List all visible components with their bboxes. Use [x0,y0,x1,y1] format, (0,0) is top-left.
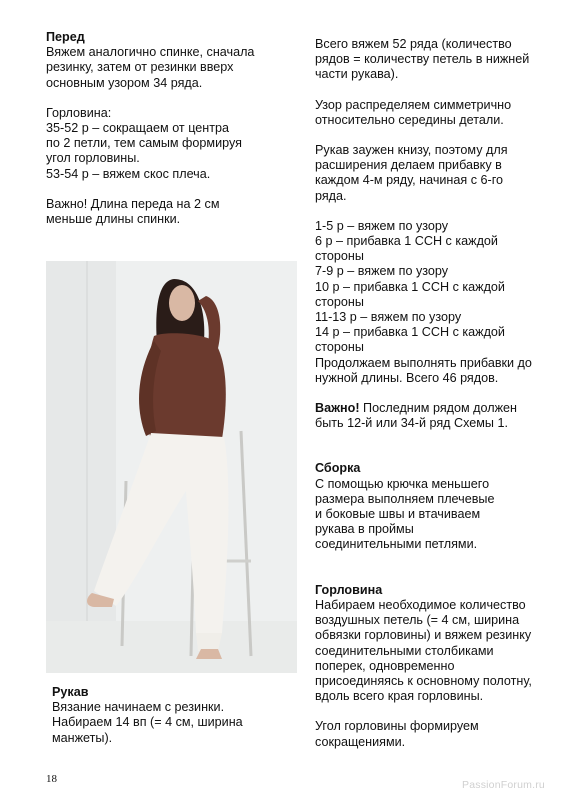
neck-text: 35-52 р – сокращаем от центра по 2 петли, тем самым формируя угол горловины. 53-54 р – вяжем скос плеча. [46,121,242,181]
last-row-text: Последним рядом должен быть 12-й или 34-й ряд Схемы 1. [315,401,517,431]
left-column-bottom [52,685,302,746]
front-text: Вяжем аналогично спинке, сначала резинку, затем от резинки вверх основным узором 34 ряда. [46,45,255,90]
last-row-bold: Важно! [315,401,360,416]
collar-text: Набираем необходимое количество воздушных петель (= 4 см, ширина обвязки горловины) и вяжем резинку соединительными столбиками поперек, одновременно присоединяясь к основному полотну, вдоль всего края горловины. [315,597,532,704]
pattern-text: Узор распределяем симметрично относительно середины детали. [315,97,512,127]
neck-label: Горловина: [46,105,112,120]
important-text: Важно! Длина переда на 2 см меньше длины спинки. [46,196,220,227]
left-column-top [46,30,296,227]
model-photo [46,261,297,673]
collar-heading: Горловина [315,582,383,597]
taper-text: Рукав заужен книзу, поэтому для расширения делаем прибавку в каждом 4-м ряду, начиная с 6-го ряда. [315,143,508,203]
sleeve-text: Вязание начинаем с резинки. Набираем 14 вп (= 4 см, ширина манжеты). [52,700,243,745]
front-heading: Перед [46,30,85,44]
model-photo-illustration [46,261,297,673]
sleeve-heading: Рукав [52,685,89,699]
assembly-heading: Сборка [315,461,361,476]
last-row-note [315,401,555,431]
steps-text: 1-5 р – вяжем по узору 6 р – прибавка 1 ССН с каждой стороны 7-9 р – вяжем по узору 10 р – прибавка 1 ССН с каждой стороны 11-13 р – вяжем по узору 14 р – прибавка 1 ССН с каждой стороны Продолжаем выполнять прибавки до нужной длины. Всего 46 рядов. [315,218,532,385]
watermark: PassionForum.ru [462,779,545,791]
rows-text: Всего вяжем 52 ряда (количество рядов = количеству петель в нижней части рукава). [315,37,530,82]
collar-corner-text: Угол горловины формируем сокращениями. [315,719,479,749]
page-number: 18 [46,773,57,785]
assembly-text: С помощью крючка меньшего размера выполняем плечевые и боковые швы и втачиваем рукава в проймы соединительными петлями. [315,476,495,552]
right-column [315,37,555,750]
